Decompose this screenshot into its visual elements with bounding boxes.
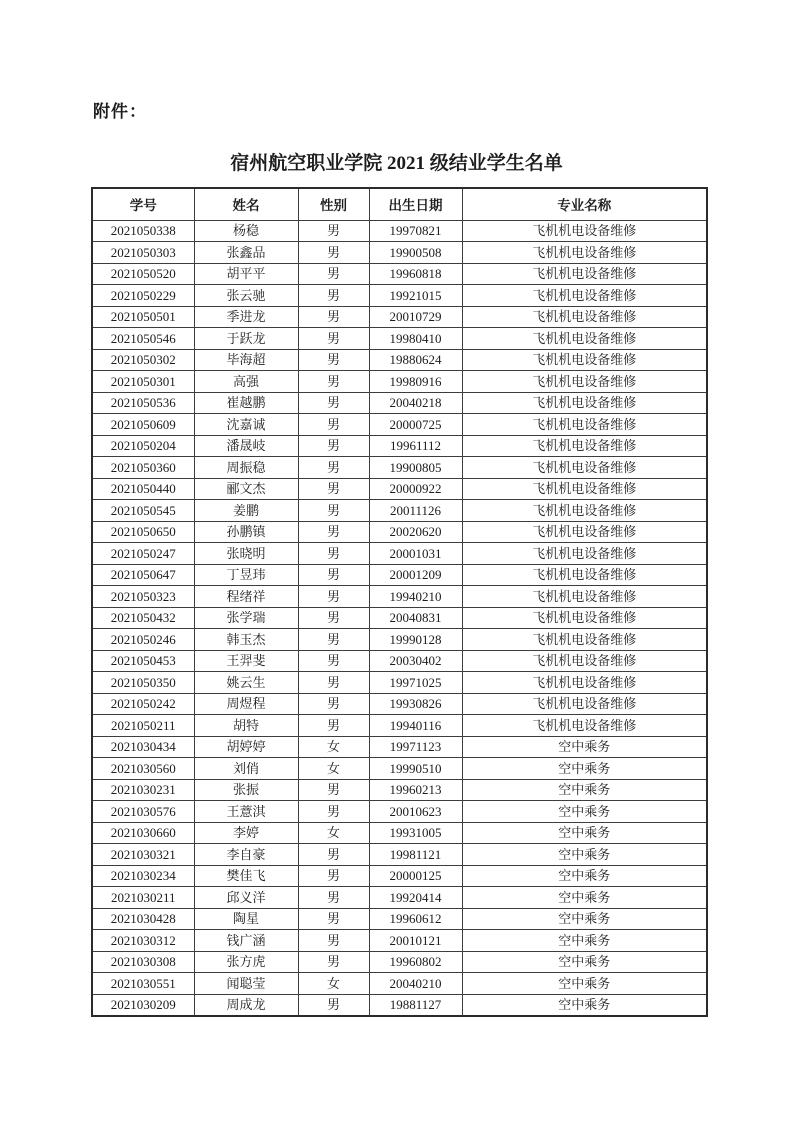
cell-birth-date: 19981121: [369, 844, 462, 866]
column-header-birth-date: 出生日期: [369, 188, 462, 220]
cell-major: 飞机机电设备维修: [462, 607, 707, 629]
cell-name: 潘晟岐: [194, 435, 298, 457]
table-row: [92, 822, 707, 844]
cell-name: 孙鹏镇: [194, 521, 298, 543]
cell-student-id: 2021050229: [92, 285, 194, 307]
cell-name: 韩玉杰: [194, 629, 298, 651]
table-row: [92, 285, 707, 307]
cell-student-id: 2021030308: [92, 951, 194, 973]
cell-gender: 男: [298, 457, 369, 479]
table-row: [92, 736, 707, 758]
cell-birth-date: 20010623: [369, 801, 462, 823]
cell-major: 空中乘务: [462, 758, 707, 780]
cell-student-id: 2021030211: [92, 887, 194, 909]
cell-birth-date: 20010729: [369, 306, 462, 328]
cell-name: 程绪祥: [194, 586, 298, 608]
cell-birth-date: 19931005: [369, 822, 462, 844]
cell-major: 飞机机电设备维修: [462, 328, 707, 350]
cell-name: 陶星: [194, 908, 298, 930]
table-row: [92, 650, 707, 672]
cell-birth-date: 20040831: [369, 607, 462, 629]
cell-birth-date: 19880624: [369, 349, 462, 371]
cell-name: 毕海超: [194, 349, 298, 371]
cell-name: 季进龙: [194, 306, 298, 328]
student-table: [91, 187, 708, 1017]
cell-name: 张学瑞: [194, 607, 298, 629]
table-row: [92, 844, 707, 866]
cell-student-id: 2021050440: [92, 478, 194, 500]
cell-name: 钱广涵: [194, 930, 298, 952]
cell-birth-date: 19980410: [369, 328, 462, 350]
cell-student-id: 2021050520: [92, 263, 194, 285]
cell-major: 空中乘务: [462, 844, 707, 866]
table-row: [92, 586, 707, 608]
column-header-name: 姓名: [194, 188, 298, 220]
cell-gender: 男: [298, 564, 369, 586]
cell-student-id: 2021030560: [92, 758, 194, 780]
cell-birth-date: 20040218: [369, 392, 462, 414]
cell-gender: 男: [298, 951, 369, 973]
cell-gender: 男: [298, 242, 369, 264]
cell-name: 胡平平: [194, 263, 298, 285]
cell-major: 空中乘务: [462, 951, 707, 973]
column-header-student-id: 学号: [92, 188, 194, 220]
cell-name: 王薏淇: [194, 801, 298, 823]
cell-birth-date: 20011126: [369, 500, 462, 522]
cell-name: 李婷: [194, 822, 298, 844]
cell-gender: 男: [298, 328, 369, 350]
cell-name: 周振稳: [194, 457, 298, 479]
cell-name: 张晓明: [194, 543, 298, 565]
cell-student-id: 2021050650: [92, 521, 194, 543]
cell-student-id: 2021030231: [92, 779, 194, 801]
cell-birth-date: 19960802: [369, 951, 462, 973]
cell-major: 飞机机电设备维修: [462, 392, 707, 414]
cell-gender: 男: [298, 844, 369, 866]
column-header-major: 专业名称: [462, 188, 707, 220]
cell-birth-date: 19960818: [369, 263, 462, 285]
cell-name: 姜鹏: [194, 500, 298, 522]
cell-student-id: 2021050536: [92, 392, 194, 414]
cell-major: 飞机机电设备维修: [462, 285, 707, 307]
table-row: [92, 478, 707, 500]
cell-birth-date: 20001209: [369, 564, 462, 586]
cell-major: 空中乘务: [462, 973, 707, 995]
cell-gender: 男: [298, 994, 369, 1016]
cell-gender: 男: [298, 500, 369, 522]
cell-student-id: 2021050246: [92, 629, 194, 651]
table-row: [92, 371, 707, 393]
cell-major: 空中乘务: [462, 908, 707, 930]
cell-student-id: 2021030312: [92, 930, 194, 952]
column-header-gender: 性别: [298, 188, 369, 220]
cell-gender: 男: [298, 607, 369, 629]
cell-student-id: 2021050545: [92, 500, 194, 522]
cell-name: 周煜程: [194, 693, 298, 715]
cell-student-id: 2021050501: [92, 306, 194, 328]
cell-gender: 男: [298, 478, 369, 500]
cell-name: 张云驰: [194, 285, 298, 307]
table-row: [92, 715, 707, 737]
cell-name: 崔越鹏: [194, 392, 298, 414]
cell-name: 郦文杰: [194, 478, 298, 500]
cell-student-id: 2021050546: [92, 328, 194, 350]
cell-gender: 男: [298, 779, 369, 801]
cell-gender: 男: [298, 371, 369, 393]
table-header-row: [92, 188, 707, 220]
cell-birth-date: 19971123: [369, 736, 462, 758]
cell-major: 飞机机电设备维修: [462, 220, 707, 242]
cell-birth-date: 20020620: [369, 521, 462, 543]
page-title: 宿州航空职业学院 2021 级结业学生名单: [230, 153, 563, 174]
cell-gender: 男: [298, 650, 369, 672]
cell-birth-date: 19900508: [369, 242, 462, 264]
cell-student-id: 2021050453: [92, 650, 194, 672]
cell-birth-date: 20001031: [369, 543, 462, 565]
cell-birth-date: 20040210: [369, 973, 462, 995]
table-row: [92, 951, 707, 973]
cell-major: 空中乘务: [462, 736, 707, 758]
table-row: [92, 457, 707, 479]
table-row: [92, 779, 707, 801]
cell-gender: 男: [298, 392, 369, 414]
cell-major: 空中乘务: [462, 930, 707, 952]
cell-gender: 男: [298, 521, 369, 543]
table-row: [92, 500, 707, 522]
cell-student-id: 2021050647: [92, 564, 194, 586]
table-row: [92, 414, 707, 436]
cell-name: 王羿斐: [194, 650, 298, 672]
cell-birth-date: 19970821: [369, 220, 462, 242]
cell-major: 飞机机电设备维修: [462, 629, 707, 651]
cell-major: 飞机机电设备维修: [462, 564, 707, 586]
cell-name: 李自豪: [194, 844, 298, 866]
cell-student-id: 2021050350: [92, 672, 194, 694]
cell-gender: 男: [298, 306, 369, 328]
table-row: [92, 607, 707, 629]
cell-student-id: 2021050247: [92, 543, 194, 565]
cell-major: 飞机机电设备维修: [462, 242, 707, 264]
cell-gender: 男: [298, 887, 369, 909]
cell-birth-date: 20000125: [369, 865, 462, 887]
cell-name: 张方虎: [194, 951, 298, 973]
cell-major: 飞机机电设备维修: [462, 586, 707, 608]
cell-major: 飞机机电设备维修: [462, 349, 707, 371]
cell-name: 周成龙: [194, 994, 298, 1016]
cell-student-id: 2021050242: [92, 693, 194, 715]
table-row: [92, 930, 707, 952]
cell-major: 空中乘务: [462, 865, 707, 887]
cell-student-id: 2021050609: [92, 414, 194, 436]
cell-student-id: 2021050204: [92, 435, 194, 457]
cell-birth-date: 20010121: [369, 930, 462, 952]
cell-name: 高强: [194, 371, 298, 393]
cell-birth-date: 19940210: [369, 586, 462, 608]
cell-birth-date: 19990510: [369, 758, 462, 780]
cell-gender: 男: [298, 715, 369, 737]
cell-major: 空中乘务: [462, 822, 707, 844]
cell-student-id: 2021030209: [92, 994, 194, 1016]
table-row: [92, 887, 707, 909]
cell-student-id: 2021030321: [92, 844, 194, 866]
table-row: [92, 758, 707, 780]
cell-major: 飞机机电设备维修: [462, 306, 707, 328]
cell-student-id: 2021030660: [92, 822, 194, 844]
cell-student-id: 2021050303: [92, 242, 194, 264]
table-row: [92, 801, 707, 823]
table-row: [92, 392, 707, 414]
cell-gender: 男: [298, 220, 369, 242]
cell-name: 沈嘉诚: [194, 414, 298, 436]
cell-gender: 男: [298, 801, 369, 823]
cell-birth-date: 19971025: [369, 672, 462, 694]
cell-gender: 女: [298, 736, 369, 758]
cell-major: 飞机机电设备维修: [462, 693, 707, 715]
table-row: [92, 693, 707, 715]
table-row: [92, 994, 707, 1016]
table-row: [92, 220, 707, 242]
cell-major: 空中乘务: [462, 779, 707, 801]
table-row: [92, 242, 707, 264]
table-row: [92, 672, 707, 694]
cell-name: 胡特: [194, 715, 298, 737]
cell-birth-date: 19960612: [369, 908, 462, 930]
cell-student-id: 2021030234: [92, 865, 194, 887]
cell-gender: 女: [298, 822, 369, 844]
table-row: [92, 306, 707, 328]
cell-gender: 男: [298, 285, 369, 307]
cell-student-id: 2021050211: [92, 715, 194, 737]
cell-major: 飞机机电设备维修: [462, 672, 707, 694]
cell-gender: 男: [298, 672, 369, 694]
cell-major: 飞机机电设备维修: [462, 263, 707, 285]
cell-birth-date: 19961112: [369, 435, 462, 457]
table-row: [92, 543, 707, 565]
cell-student-id: 2021030576: [92, 801, 194, 823]
cell-major: 空中乘务: [462, 887, 707, 909]
cell-name: 刘俏: [194, 758, 298, 780]
cell-gender: 男: [298, 586, 369, 608]
cell-gender: 男: [298, 543, 369, 565]
cell-major: 空中乘务: [462, 801, 707, 823]
cell-name: 姚云生: [194, 672, 298, 694]
cell-major: 飞机机电设备维修: [462, 371, 707, 393]
cell-gender: 男: [298, 414, 369, 436]
table-row: [92, 435, 707, 457]
cell-gender: 男: [298, 349, 369, 371]
cell-name: 于跃龙: [194, 328, 298, 350]
cell-major: 飞机机电设备维修: [462, 500, 707, 522]
cell-major: 飞机机电设备维修: [462, 521, 707, 543]
cell-birth-date: 19990128: [369, 629, 462, 651]
table-row: [92, 629, 707, 651]
cell-major: 飞机机电设备维修: [462, 478, 707, 500]
cell-birth-date: 19930826: [369, 693, 462, 715]
cell-birth-date: 19881127: [369, 994, 462, 1016]
table-row: [92, 263, 707, 285]
cell-major: 空中乘务: [462, 994, 707, 1016]
cell-student-id: 2021050302: [92, 349, 194, 371]
cell-gender: 男: [298, 435, 369, 457]
cell-student-id: 2021030434: [92, 736, 194, 758]
attachment-label: 附件：: [93, 102, 147, 121]
cell-major: 飞机机电设备维修: [462, 435, 707, 457]
cell-birth-date: 20000725: [369, 414, 462, 436]
cell-gender: 男: [298, 930, 369, 952]
cell-name: 张鑫品: [194, 242, 298, 264]
table-row: [92, 349, 707, 371]
cell-birth-date: 19960213: [369, 779, 462, 801]
cell-name: 丁昱玮: [194, 564, 298, 586]
cell-name: 胡婷婷: [194, 736, 298, 758]
cell-gender: 男: [298, 629, 369, 651]
table-row: [92, 908, 707, 930]
table-row: [92, 865, 707, 887]
cell-birth-date: 19940116: [369, 715, 462, 737]
cell-name: 张振: [194, 779, 298, 801]
cell-student-id: 2021050301: [92, 371, 194, 393]
cell-gender: 男: [298, 263, 369, 285]
cell-name: 邱义洋: [194, 887, 298, 909]
cell-birth-date: 20030402: [369, 650, 462, 672]
cell-name: 樊佳飞: [194, 865, 298, 887]
cell-birth-date: 19900805: [369, 457, 462, 479]
cell-student-id: 2021050323: [92, 586, 194, 608]
cell-gender: 男: [298, 908, 369, 930]
cell-major: 飞机机电设备维修: [462, 715, 707, 737]
cell-major: 飞机机电设备维修: [462, 650, 707, 672]
student-table-body: [92, 220, 707, 1016]
cell-major: 飞机机电设备维修: [462, 457, 707, 479]
cell-student-id: 2021030428: [92, 908, 194, 930]
cell-birth-date: 19920414: [369, 887, 462, 909]
cell-gender: 男: [298, 865, 369, 887]
cell-major: 飞机机电设备维修: [462, 414, 707, 436]
table-row: [92, 973, 707, 995]
cell-student-id: 2021050338: [92, 220, 194, 242]
cell-student-id: 2021050360: [92, 457, 194, 479]
table-row: [92, 521, 707, 543]
cell-student-id: 2021030551: [92, 973, 194, 995]
cell-gender: 男: [298, 693, 369, 715]
cell-gender: 女: [298, 758, 369, 780]
table-row: [92, 328, 707, 350]
cell-birth-date: 19980916: [369, 371, 462, 393]
table-row: [92, 564, 707, 586]
cell-gender: 女: [298, 973, 369, 995]
cell-student-id: 2021050432: [92, 607, 194, 629]
cell-birth-date: 20000922: [369, 478, 462, 500]
cell-name: 闻聪莹: [194, 973, 298, 995]
cell-birth-date: 19921015: [369, 285, 462, 307]
cell-major: 飞机机电设备维修: [462, 543, 707, 565]
cell-name: 杨稳: [194, 220, 298, 242]
